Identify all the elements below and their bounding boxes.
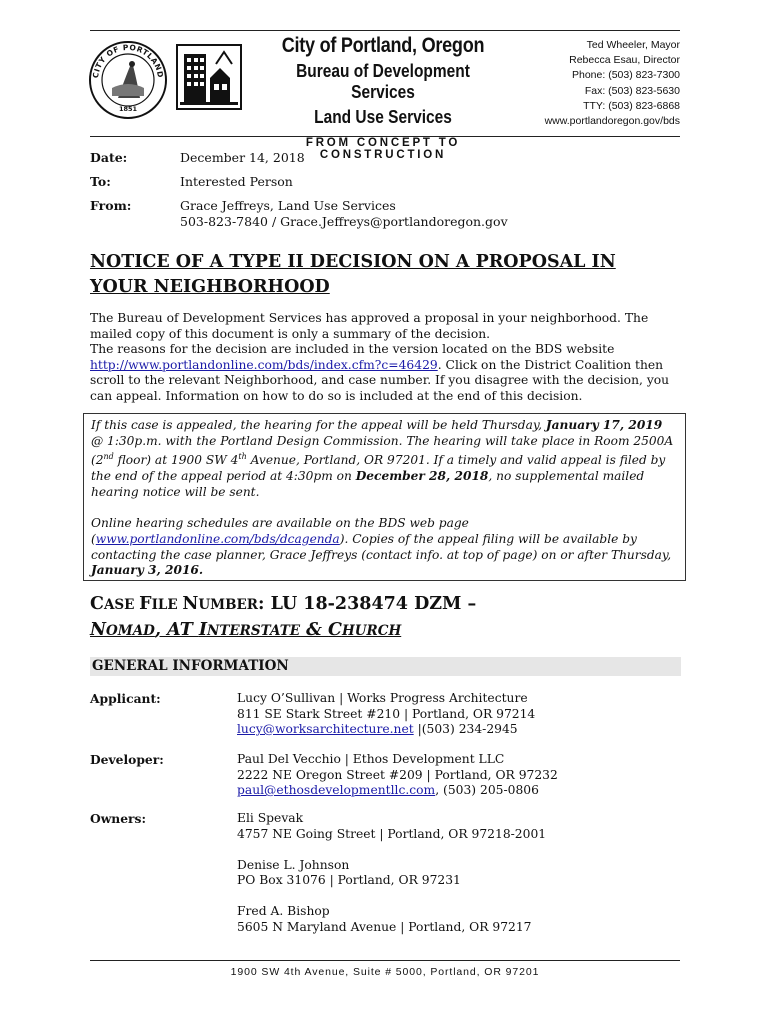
developer-phone: , (503) 205-0806 xyxy=(435,783,539,797)
from-name: Grace Jeffreys, Land Use Services xyxy=(180,198,396,213)
developer-address: 2222 NE Oregon Street #209 | Portland, OR 97232 xyxy=(237,767,558,782)
developer-email-link[interactable]: paul@ethosdevelopmentllc.com xyxy=(237,783,436,797)
mayor-line: Ted Wheeler, Mayor xyxy=(586,39,680,51)
footer-address: 1900 SW 4th Avenue, Suite # 5000, Portland, OR 97201 xyxy=(230,966,540,978)
fax-line: Fax: (503) 823-5630 xyxy=(584,84,680,97)
bureau-name: Bureau of Development Services xyxy=(296,61,470,102)
footer-rule xyxy=(90,960,680,961)
phone-line: Phone: (503) 823-7300 xyxy=(572,69,680,82)
case-name-line: NOMAD, AT INTERSTATE & CHURCH xyxy=(90,620,402,640)
website-line[interactable]: www.portlandoregon.gov/bds xyxy=(544,115,680,128)
city-name: City of Portland, Oregon xyxy=(281,34,485,57)
top-rule xyxy=(90,30,680,31)
bds-website-link[interactable]: http://www.portlandonline.com/bds/index.cfm?c=46429 xyxy=(90,357,438,372)
appeal-paragraph: If this case is appealed, the hearing for the appeal will be held Thursday, January 17, 2019 @ 1:30p.m. with the Portland Design Commission. The hearing will take place in Room 2500A (2nd floor) at 1900 SW 4th Avenue, Portland, OR 97201. If a timely and valid appeal is filed by the end of the appeal period at 4:30pm on December 28, 2018, no supplemental mailed hearing notice will be sent. xyxy=(91,418,674,499)
hearing-date: January 17, 2019 xyxy=(545,418,663,432)
bds-building-logo xyxy=(176,44,242,110)
applicant-address: 811 SE Stark Street #210 | Portland, OR 97214 xyxy=(237,706,536,721)
tagline: FROM CONCEPT TO CONSTRUCTION xyxy=(305,137,461,161)
owner2-name: Denise L. Johnson xyxy=(237,857,350,872)
owners-label: Owners: xyxy=(90,811,147,826)
applicant-email-link[interactable]: lucy@worksarchitecture.net xyxy=(237,722,414,736)
owner3-address: 5605 N Maryland Avenue | Portland, OR 97217 xyxy=(237,919,532,934)
header-rule xyxy=(90,136,680,137)
case-number-line: CASE FILE NUMBER: LU 18-238474 DZM – xyxy=(90,594,477,614)
director-line: Rebecca Esau, Director xyxy=(569,54,680,67)
intro-paragraph xyxy=(90,311,682,405)
notice-title-line2: YOUR NEIGHBORHOOD xyxy=(90,277,330,297)
to-value: Interested Person xyxy=(180,174,293,189)
owner1-name: Eli Spevak xyxy=(237,811,304,825)
appeal-notice-box xyxy=(83,413,686,581)
seal-year: 1851 xyxy=(118,105,138,113)
appeal-deadline: December 28, 2018 xyxy=(355,469,489,484)
owner2-address: PO Box 31076 | Portland, OR 97231 xyxy=(237,873,461,887)
notice-title-line1: NOTICE OF A TYPE II DECISION ON A PROPOSAL IN xyxy=(90,252,616,272)
city-seal-logo xyxy=(88,40,168,120)
intro-line2: mailed copy of this document is only a summary of the decision. xyxy=(90,326,491,341)
intro-line6: can appeal. Information on how to do so is included at the end of this decision. xyxy=(90,388,583,403)
dcagenda-link[interactable]: www.portlandonline.com/bds/dcagenda xyxy=(95,531,340,546)
notice-title xyxy=(90,250,680,300)
from-label: From: xyxy=(90,198,132,213)
tty-line: TTY: (503) 823-6868 xyxy=(583,99,680,112)
applicant-label: Applicant: xyxy=(90,691,161,706)
owner3-name: Fred A. Bishop xyxy=(237,904,330,918)
date-label: Date: xyxy=(90,150,128,165)
filing-available-date: January 3, 2016. xyxy=(91,563,204,578)
schedule-paragraph: Online hearing schedules are available on the BDS web page (www.portlandonline.com/bds/dcagenda). Copies of the appeal filing will be available by contacting the case planner, Grace Jeffreys (contact info. at top of page) on or after Thursday, January 3, 2016. xyxy=(91,516,672,578)
header-title-block xyxy=(248,34,518,161)
intro-line3: The reasons for the decision are included in the version located on the BDS website xyxy=(90,342,615,357)
division-name: Land Use Services xyxy=(314,107,452,127)
case-number: LU 18-238474 DZM – xyxy=(270,594,477,614)
general-information-heading: GENERAL INFORMATION xyxy=(90,657,681,676)
from-contact: 503-823-7840 / Grace.Jeffreys@portlandoregon.gov xyxy=(180,214,508,229)
developer-name: Paul Del Vecchio | Ethos Development LLC xyxy=(237,752,505,766)
header-contacts xyxy=(520,38,680,129)
case-file-heading xyxy=(90,592,476,644)
applicant-name: Lucy O’Sullivan | Works Progress Architecture xyxy=(237,691,528,705)
date-value: December 14, 2018 xyxy=(180,150,305,165)
intro-line1: The Bureau of Development Services has approved a proposal in your neighborhood. The xyxy=(90,311,649,325)
developer-label: Developer: xyxy=(90,752,164,767)
to-label: To: xyxy=(90,174,111,189)
intro-line5: scroll to the relevant Neighborhood, and case number. If you disagree with the decision, you xyxy=(90,373,670,388)
intro-line4-rest: . Click on the District Coalition then xyxy=(437,357,664,372)
seal-text-top: CITY OF PORTLAND xyxy=(90,42,166,79)
applicant-phone: |(503) 234-2945 xyxy=(413,722,518,736)
owner1-address: 4757 NE Going Street | Portland, OR 97218-2001 xyxy=(237,826,547,841)
